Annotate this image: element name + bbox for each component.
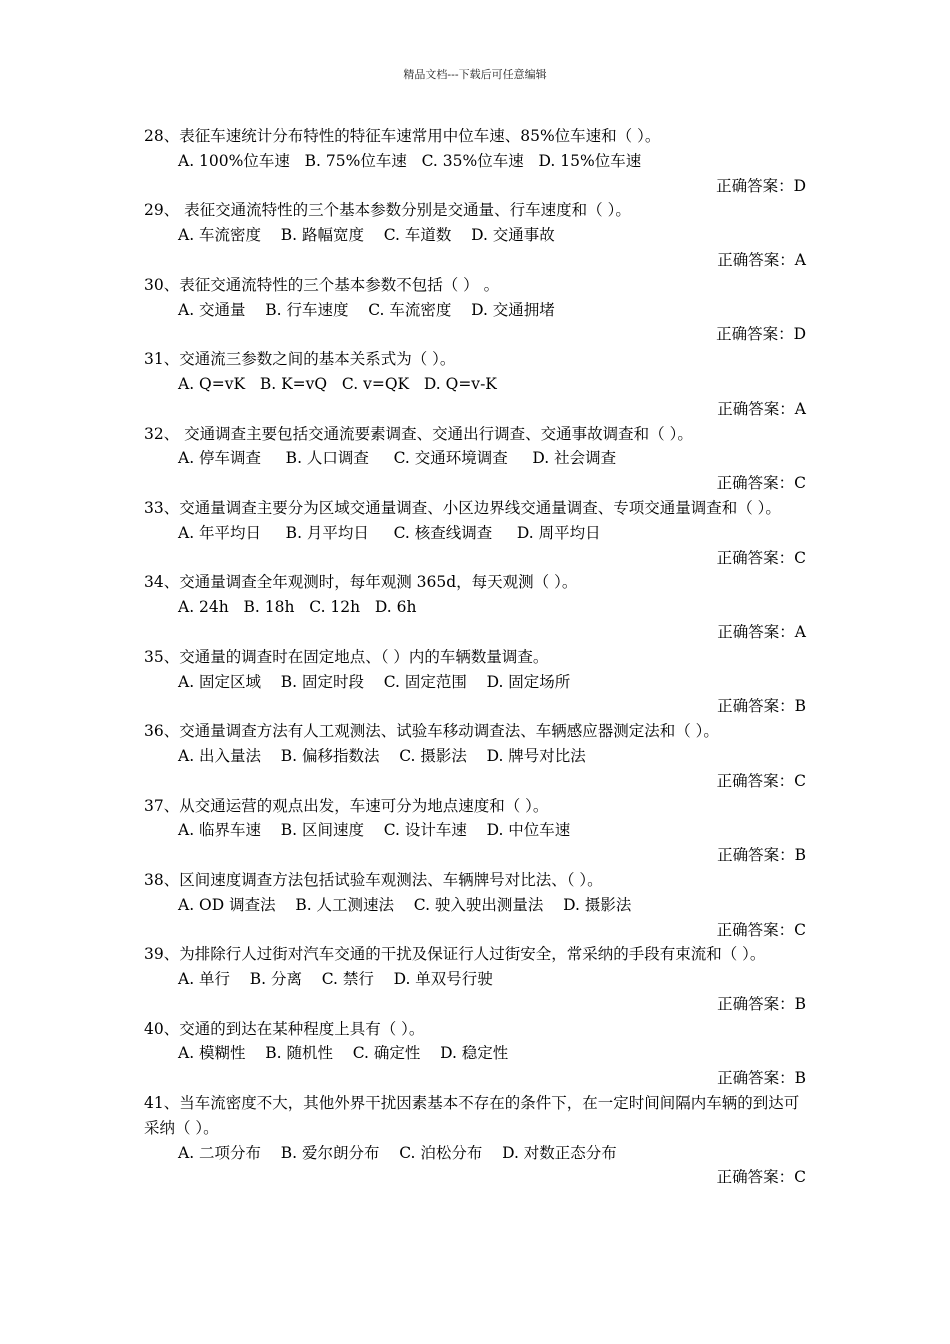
- answer-label: 正确答案：A: [717, 399, 806, 418]
- answer-label: 正确答案：C: [716, 1168, 806, 1187]
- question-31: [144, 347, 814, 421]
- question-options: A. 二项分布 B. 爱尔朗分布 C. 泊松分布 D. 对数正态分布: [178, 1143, 617, 1162]
- question-text: 36、交通量调查方法有人工观测法、试验车移动调查法、车辆感应器测定法和（ ）。: [144, 722, 719, 741]
- question-options: A. 停车调查 B. 人口调查 C. 交通环境调查 D. 社会调查: [178, 449, 617, 468]
- answer-label: 正确答案：A: [717, 250, 806, 269]
- question-36: [144, 719, 814, 793]
- answer-label: 正确答案：C: [716, 771, 806, 790]
- answer-label: 正确答案：B: [717, 994, 806, 1013]
- answer-label: 正确答案：A: [717, 622, 806, 641]
- answer-label: 正确答案：C: [716, 474, 806, 493]
- answer-label: 正确答案：B: [717, 1069, 806, 1088]
- question-text: 32、 交通调查主要包括交通流要素调查、交通出行调查、交通事故调查和（ ）。: [144, 424, 693, 443]
- answer-label: 正确答案：D: [716, 325, 806, 344]
- question-40: [144, 1017, 814, 1091]
- answer-label: 正确答案：D: [716, 176, 806, 195]
- question-text: 38、区间速度调查方法包括试验车观测法、车辆牌号对比法、（ ）。: [144, 870, 603, 889]
- question-options: A. 24h B. 18h C. 12h D. 6h: [178, 598, 417, 617]
- question-text: 39、为排除行人过街对汽车交通的干扰及保证行人过街安全，常采纳的手段有束流和（ ）。: [144, 945, 766, 964]
- question-options: A. 模糊性 B. 随机性 C. 确定性 D. 稳定性: [178, 1044, 509, 1063]
- question-options: A. 年平均日 B. 月平均日 C. 核查线调查 D. 周平均日: [178, 523, 601, 542]
- question-38: [144, 868, 814, 942]
- question-text: 34、交通量调查全年观测时，每年观测 365d，每天观测（ ）。: [144, 573, 578, 592]
- question-text: 28、表征车速统计分布特性的特征车速常用中位车速、85%位车速和（ ）。: [144, 127, 661, 145]
- question-30: [144, 273, 814, 347]
- question-options: A. 车流密度 B. 路幅宽度 C. 车道数 D. 交通事故: [178, 226, 555, 245]
- question-options: A. 临界车速 B. 区间速度 C. 设计车速 D. 中位车速: [178, 821, 571, 840]
- question-28: [144, 124, 814, 198]
- question-list: [144, 124, 814, 1190]
- question-options: A. 固定区域 B. 固定时段 C. 固定范围 D. 固定场所: [178, 672, 571, 691]
- question-text: 29、 表征交通流特性的三个基本参数分别是交通量、行车速度和（ ）。: [144, 201, 631, 220]
- question-text: 41、当车流密度不大，其他外界干扰因素基本不存在的条件下，在一定时间间隔内车辆的到达可采纳（ ）。: [144, 1094, 800, 1137]
- question-text: 35、交通量的调查时在固定地点、（ ）内的车辆数量调查。: [144, 647, 549, 666]
- answer-label: 正确答案：C: [716, 548, 806, 567]
- answer-label: 正确答案：B: [717, 846, 806, 865]
- question-options: A. 单行 B. 分离 C. 禁行 D. 单双号行驶: [178, 970, 493, 989]
- question-text: 30、表征交通流特性的三个基本参数不包括（ ） 。: [144, 275, 500, 294]
- question-text: 40、交通的到达在某种程度上具有（ ）。: [144, 1019, 425, 1038]
- question-37: [144, 794, 814, 868]
- question-options: A. OD 调查法 B. 人工测速法 C. 驶入驶出测量法 D. 摄影法: [178, 895, 632, 914]
- question-options: A. 交通量 B. 行车速度 C. 车流密度 D. 交通拥堵: [178, 300, 555, 319]
- question-32: [144, 422, 814, 496]
- page-header: 精品文档---下载后可任意编辑: [403, 68, 547, 81]
- question-text: 31、交通流三参数之间的基本关系式为（ ）。: [144, 350, 456, 369]
- question-41: [144, 1091, 814, 1190]
- answer-label: 正确答案：C: [716, 920, 806, 939]
- question-39: [144, 942, 814, 1016]
- question-options: A. 100%位车速 B. 75%位车速 C. 35%位车速 D. 15%位车速: [178, 151, 642, 170]
- question-34: [144, 570, 814, 644]
- question-options: A. Q=vK B. K=vQ C. v=QK D. Q=v-K: [178, 374, 497, 393]
- question-text: 37、从交通运营的观点出发，车速可分为地点速度和（ ）。: [144, 796, 549, 815]
- question-35: [144, 645, 814, 719]
- question-29: [144, 198, 814, 272]
- question-33: [144, 496, 814, 570]
- question-options: A. 出入量法 B. 偏移指数法 C. 摄影法 D. 牌号对比法: [178, 746, 586, 765]
- answer-label: 正确答案：B: [717, 697, 806, 716]
- question-text: 33、交通量调查主要分为区域交通量调查、小区边界线交通量调查、专项交通量调查和（ ）。: [144, 498, 781, 517]
